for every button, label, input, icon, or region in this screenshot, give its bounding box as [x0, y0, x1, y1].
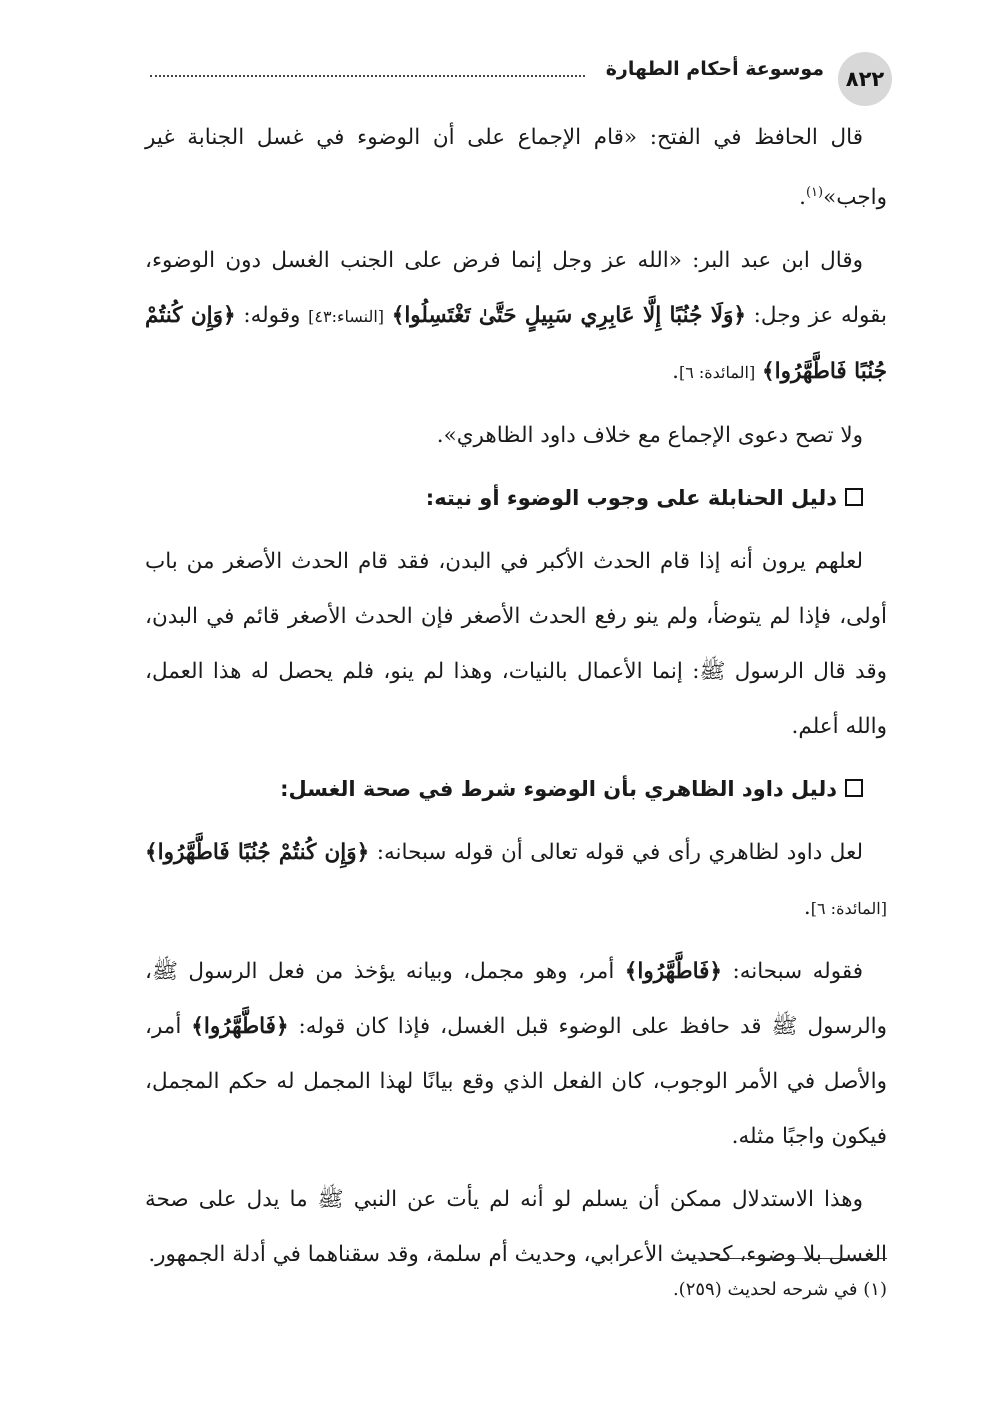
- paragraph-5-end: .: [803, 895, 811, 921]
- paragraph-4: لعلهم يرون أنه إذا قام الحدث الأكبر في البدن، فقد قام الحدث الأصغر من باب أولى، فإذا لم يتوضأ، ولم ينو رفع الحدث الأصغر فإن الحدث الأصغر قائم في البدن، وقد قال الرسول ﷺ: إنما الأعمال بالنيات، وهذا لم ينو، فلم يحصل له هذا العمل، والله أعلم.: [145, 549, 887, 740]
- verse-ref-nisa: [النساء:٤٣]: [308, 307, 385, 327]
- section-heading-dawud-text: دليل داود الظاهري بأن الوضوء شرط في صحة الغسل:: [280, 777, 837, 802]
- paragraph-5-text: لعل داود لظاهري رأى في قوله تعالى أن قوله سبحانه:: [369, 840, 864, 866]
- quran-quote-maidah-2: ﴿وَإِن كُنتُمْ جُنُبًا فَاطَّهَّرُوا﴾: [145, 840, 370, 866]
- footnote-text: في شرحه لحديث (٢٥٩).: [672, 1279, 858, 1300]
- quran-quote-maidah: ﴿وَإِن كُنتُمْ جُنُبًا فَاطَّهَّرُوا﴾: [145, 303, 887, 385]
- paragraph-5: [145, 825, 887, 936]
- main-text: [145, 110, 887, 1290]
- paragraph-2-connector: وقوله:: [235, 303, 309, 329]
- footnote: [145, 1270, 887, 1310]
- paragraph-1: [145, 110, 887, 225]
- paragraph-1-end: .: [799, 185, 806, 211]
- paragraph-1-text: قال الحافظ في الفتح: «قام الإجماع على أن الوضوء في غسل الجنابة غير واجب»: [145, 125, 887, 211]
- paragraph-3-text: ولا تصح دعوى الإجماع مع خلاف داود الظاهري».: [436, 423, 863, 449]
- paragraph-3: [145, 408, 887, 463]
- quran-quote-nisa: ﴿وَلَا جُنُبًا إِلَّا عَابِرِي سَبِيلٍ حَتَّىٰ تَغْتَسِلُوا﴾: [391, 303, 746, 329]
- quran-word-1: ﴿فَاطَّهَّرُوا﴾: [624, 959, 723, 985]
- running-title: موسوعة أحكام الطهارة: [605, 58, 824, 80]
- square-bullet-icon: [845, 488, 863, 506]
- page-number: ٨٢٢: [845, 67, 885, 91]
- paragraph-6-end: أمر، والأصل في الأمر الوجوب، كان الفعل الذي وقع بيانًا لهذا المجمل له حكم المجمل، فيكون واجبًا مثله.: [145, 1014, 887, 1150]
- paragraph-6-middle: أمر، وهو مجمل، وبيانه يؤخذ من فعل الرسول ﷺ، والرسول ﷺ قد حافظ على الوضوء قبل الغسل، فإذا كان قوله:: [145, 959, 887, 1040]
- footnote-ref-mark: (١): [805, 185, 824, 200]
- footnote-mark: (١): [863, 1279, 887, 1300]
- section-heading-dawud: [145, 762, 887, 817]
- paragraph-6: [145, 944, 887, 1164]
- paragraph-2-end: .: [672, 359, 679, 385]
- section-heading-hanabila-text: دليل الحنابلة على وجوب الوضوء أو نيته:: [425, 486, 837, 511]
- paragraph-2: [145, 233, 887, 400]
- square-bullet-icon: [845, 779, 863, 797]
- page-number-badge: [838, 52, 892, 106]
- paragraph-2-text: وقال ابن عبد البر: «الله عز وجل إنما فرض على الجنب الغسل دون الوضوء، بقوله عز وجل:: [145, 248, 887, 329]
- quran-word-2: ﴿فَاطَّهَّرُوا﴾: [191, 1014, 289, 1040]
- paragraph-7: وهذا الاستدلال ممكن أن يسلم لو أنه لم يأت عن النبي ﷺ ما يدل على صحة الغسل بلا وضوء، كحديث الأعرابي، وحديث أم سلمة، وقد سقناهما في أدلة الجمهور.: [145, 1187, 887, 1268]
- paragraph-6-text: فقوله سبحانه:: [722, 959, 863, 985]
- footnote-separator: [679, 1258, 887, 1259]
- verse-ref-maidah-2: [المائدة: ٦]: [810, 899, 887, 919]
- header-dotted-rule: [150, 75, 585, 77]
- verse-ref-maidah: [المائدة: ٦]: [678, 363, 756, 383]
- section-heading-hanabila: [145, 471, 887, 526]
- page-header: [140, 44, 890, 100]
